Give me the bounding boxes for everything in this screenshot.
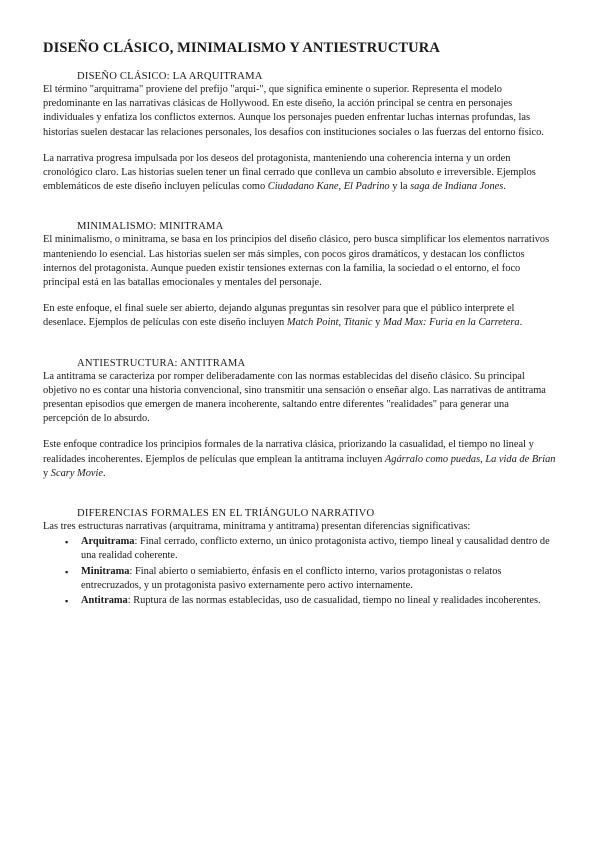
paragraph	[43, 152, 557, 195]
film-title: saga de Indiana Jones	[410, 181, 504, 193]
film-title: La vida de Brian	[485, 453, 556, 465]
period: .	[503, 181, 506, 193]
paragraph: El minimalismo, o minitrama, se basa en los principios del diseño clásico, pero busca simplificar los elementos narrativos manteniendo lo esencial. Las historias suelen ser más simples, con pocos giros dramáticos, y destacan los conflictos internos del protagonista. Aunque pueden existir tensiones externas con la familia, la sociedad o el entorno, el foco principal está en las batallas emocionales y mentales del personaje.	[43, 234, 550, 289]
list-item	[65, 565, 557, 593]
period: .	[103, 467, 106, 479]
paragraph: El término "arquitrama" proviene del prefijo "arqui-", que significa eminente o superior. Representa el modelo predominante en las narrativas clásicas de Hollywood. En este diseño, la acción principal se centra en personajes individuales y enfatiza los conflictos externos. Aunque los personajes pueden enfrentar luchas internas profundas, las historias suelen destacar las relaciones personales, los desafíos con instituciones sociales o las fuerzas del entorno físico.	[43, 84, 544, 138]
film-title: Agárralo como puedas	[384, 453, 481, 465]
paragraph	[43, 438, 557, 481]
list-item-term: Arquitrama	[81, 536, 135, 548]
paragraph	[43, 302, 557, 330]
paragraph-text: La narrativa progresa impulsada por los deseos del protagonista, manteniendo una coherencia interna y un orden cronológico claro. Las historias suelen tener un final cerrado que conlleva un cambio absoluto e irreversible. Ejemplos emblemáticos de este diseño incluyen películas como	[43, 152, 536, 193]
list-item-desc: : Final cerrado, conflicto externo, un único protagonista activo, tiempo lineal y causalidad dentro de una realidad coherente.	[81, 536, 550, 562]
section-classic-design	[43, 71, 557, 194]
separator: ,	[480, 453, 486, 465]
section-heading: DIFERENCIAS FORMALES EN EL TRIÁNGULO NARRATIVO	[77, 508, 375, 520]
film-title: El Padrino	[343, 181, 390, 193]
section-minimalism	[43, 221, 557, 330]
separator: y la	[389, 181, 411, 193]
separator: y	[43, 467, 51, 479]
list-item-term: Antitrama	[81, 595, 128, 607]
paragraph-text: En este enfoque, el final suele ser abierto, dejando algunas preguntas sin resolver para que el público interprete el desenlace. Ejemplos de películas con este diseño incluyen	[43, 303, 515, 329]
section-formal-differences	[43, 508, 557, 608]
film-title: Titanic	[343, 317, 373, 329]
square-bullet-icon: ▪	[65, 537, 69, 548]
section-antistructure	[43, 358, 557, 481]
list-item-desc: : Ruptura de las normas establecidas, uso de casualidad, tiempo no lineal y realidades incoherentes.	[127, 595, 541, 607]
paragraph: Las tres estructuras narrativas (arquitrama, minitrama y antitrama) presentan diferencias significativas:	[43, 521, 471, 533]
separator: y	[372, 317, 383, 329]
section-heading: DISEÑO CLÁSICO: LA ARQUITRAMA	[77, 71, 263, 82]
separator: ,	[338, 317, 344, 329]
section-heading: MINIMALISMO: MINITRAMA	[77, 221, 224, 233]
square-bullet-icon: ▪	[65, 596, 69, 607]
paragraph-text: Este enfoque contradice los principios formales de la narrativa clásica, priorizando la casualidad, el tiempo no lineal y realidades incoherentes. Ejemplos de películas que emplean la antitrama incluyen	[43, 439, 534, 465]
period: .	[519, 317, 523, 329]
list-item	[65, 594, 557, 608]
separator: ,	[338, 181, 344, 193]
film-title: Mad Max: Furia en la Carretera	[382, 317, 520, 329]
list-item	[65, 535, 557, 563]
film-title: Ciudadano Kane	[267, 181, 339, 193]
film-title: Scary Movie	[50, 467, 104, 479]
paragraph: La antitrama se caracteriza por romper deliberadamente con las normas establecidas del diseño clásico. Su principal objetivo no es contar una historia convencional, sino transmitir una sensación o enseñar algo. Las narrativas de antitrama presentan episodios que emergen de manera incoherente, saltando entre diferentes "realidades" para generar una percepción de lo absurdo.	[43, 370, 546, 425]
section-heading: ANTIESTRUCTURA: ANTITRAMA	[77, 357, 246, 369]
square-bullet-icon: ▪	[65, 566, 69, 577]
document-title: DISEÑO CLÁSICO, MINIMALISMO Y ANTIESTRUCTURA	[43, 40, 440, 56]
list-item-desc: : Final abierto o semiabierto, énfasis en el conflicto interno, varios protagonistas o relatos entrecruzados, y un protagonista pasivo externamente pero activo internamente.	[81, 565, 502, 591]
film-title: Match Point	[286, 317, 339, 329]
differences-list	[43, 535, 557, 608]
list-item-term: Minitrama	[81, 565, 130, 577]
